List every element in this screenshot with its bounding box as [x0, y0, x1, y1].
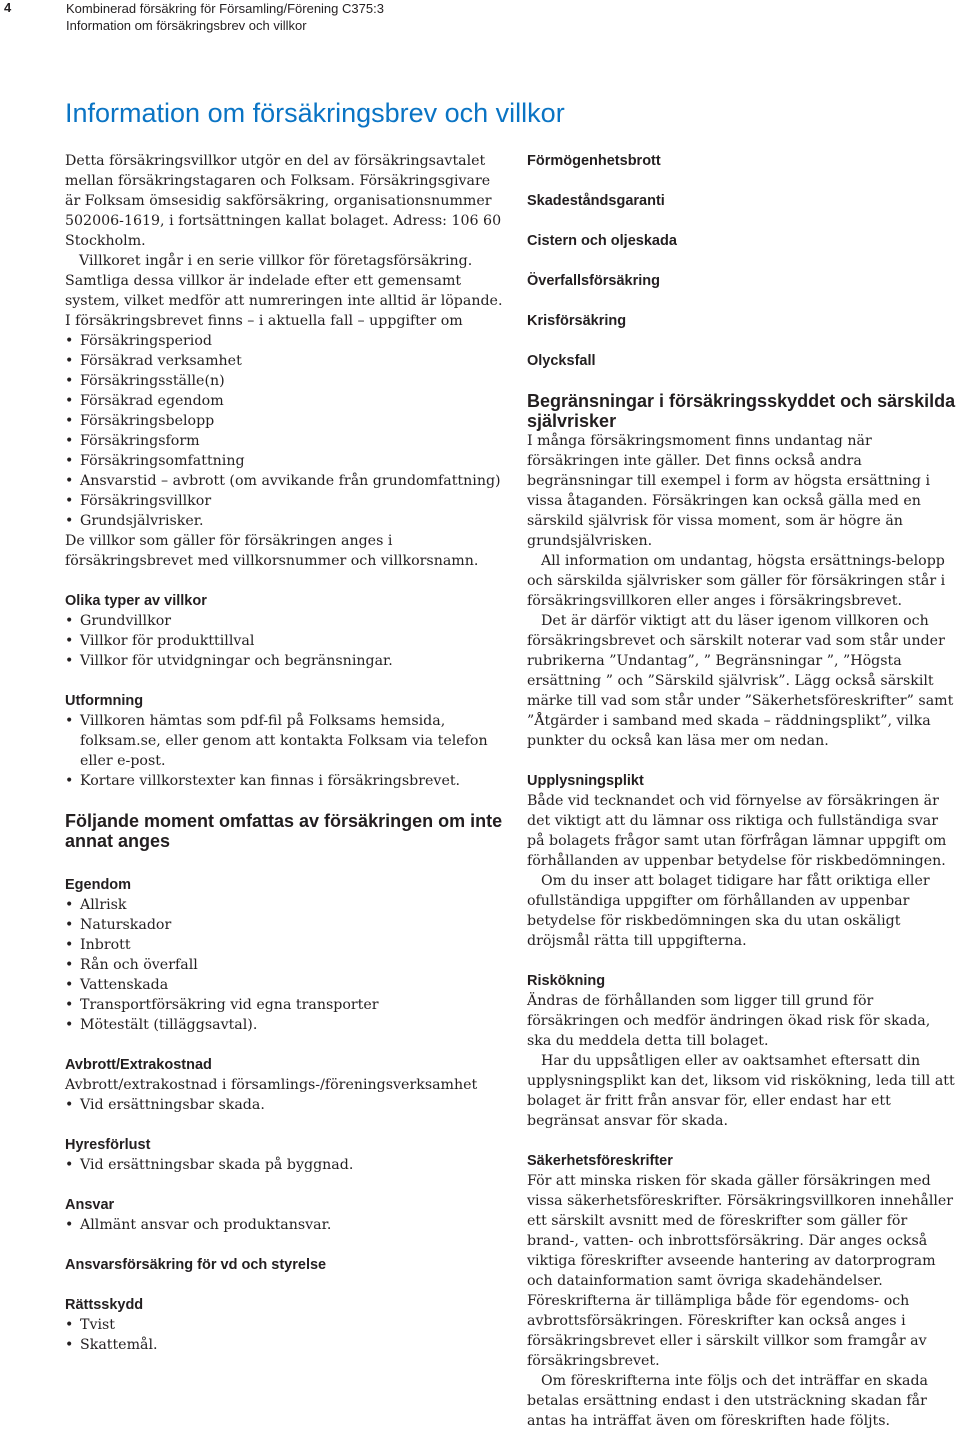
rent-loss-list — [65, 1155, 505, 1175]
safety-paragraph-1: För att minska risken för skada gäller försäkringen med vissa säkerhetsföreskrifter. Försäkringsvillkoren innehåller ett särskilt avsnitt med de föreskrifter som gäller för brand-, vatten- och inbrottsförsäkring. Där anges också viktiga föreskrifter avseende hantering av datorprogram och datainformation samt övriga skadehändelser. Föreskrifterna är tillämpliga både för egendoms- och avbrottsförsäkringen. Föreskrifter kan också anges i försäkringsbrevet eller i särskilt villkor som framgår av försäkringsbrevet. — [527, 1173, 954, 1369]
risk-increase-paragraph-2: Har du uppsåtligen eller av oaktsamhet eftersatt din upplysningsplikt kan det, liksom vid riskökning, leda till att bolaget är fritt från ansvar för, eller endast har ett begränsat ansvar för skada. — [527, 1053, 955, 1129]
list-item: • Grundsjälvrisker. — [65, 511, 505, 531]
disclosure-paragraph-2: Om du inser att bolaget tidigare har fått oriktiga eller ofullständiga uppgifter om förhållanden av uppenbar betydelse för riskbedömningen ska du utan oskäligt dröjsmål rätta till uppgifterna. — [527, 873, 930, 949]
list-item: • Försäkrad verksamhet — [65, 351, 505, 371]
page-number: 4 — [4, 0, 12, 15]
right-column — [527, 151, 959, 1431]
list-item: • Försäkringsställe(n) — [65, 371, 505, 391]
types-heading: Olika typer av villkor — [65, 593, 207, 609]
limits-paragraph-1: I många försäkringsmoment finns undantag när försäkringen inte gäller. Det finns också andra begränsningar till exempel i form av högsta ersättning i vissa åtaganden. Försäkringen kan också gälla med en särskild självrisk för vissa moment, som är högre än grundsjälvrisken. — [527, 433, 930, 549]
list-item: • Allmänt ansvar och produktansvar. — [65, 1215, 505, 1235]
left-column — [65, 151, 505, 1355]
list-item: • Inbrott — [65, 935, 505, 955]
interruption-text: Avbrott/extrakostnad i församlings-/föreningsverksamhet — [65, 1077, 478, 1093]
types-list — [65, 611, 505, 671]
list-item: • Rån och överfall — [65, 955, 505, 975]
safety-heading: Säkerhetsföreskrifter — [527, 1153, 673, 1169]
limits-heading: Begränsningar i försäkringsskyddet och särskilda självrisker — [527, 391, 956, 431]
coverage-term-heading: Krisförsäkring — [527, 313, 627, 329]
design-list — [65, 711, 505, 791]
disclosure-heading: Upplysningsplikt — [527, 773, 644, 789]
list-item: • Naturskador — [65, 915, 505, 935]
list-item: • Villkoren hämtas som pdf-fil på Folksams hemsida, folksam.se, eller genom att kontakta Folksam via telefon eller e-post. — [65, 711, 505, 771]
list-item: • Försäkringsomfattning — [65, 451, 505, 471]
list-item: • Grundvillkor — [65, 611, 505, 631]
list-item: • Försäkrad egendom — [65, 391, 505, 411]
limits-paragraph-2: All information om undantag, högsta ersättnings-belopp och särskilda självrisker som gäller för försäkringen står i försäkringsvillkoren eller anges i försäkringsbrevet. — [527, 553, 946, 609]
list-item: • Transportförsäkring vid egna transporter — [65, 995, 505, 1015]
coverage-term-heading: Förmögenhetsbrott — [527, 153, 661, 169]
list-item: • Ansvarstid – avbrott (om avvikande från grundomfattning) — [65, 471, 505, 491]
list-item: • Skattemål. — [65, 1335, 505, 1355]
coverage-term-heading: Överfallsförsäkring — [527, 273, 660, 289]
policy-details-intro: I försäkringsbrevet finns – i aktuella fall – uppgifter om — [65, 313, 463, 329]
liability-list — [65, 1215, 505, 1235]
legal-protection-list — [65, 1315, 505, 1355]
list-item: • Tvist — [65, 1315, 505, 1335]
list-item: • Mötestält (tilläggsavtal). — [65, 1015, 505, 1035]
property-list — [65, 895, 505, 1035]
risk-increase-paragraph-1: Ändras de förhållanden som ligger till grund för försäkringen och medför ändringen ökad risk för skada, ska du meddela detta till bolaget. — [527, 993, 931, 1049]
coverage-terms — [527, 151, 959, 371]
list-item: • Vid ersättningsbar skada på byggnad. — [65, 1155, 505, 1175]
running-header-section: Information om försäkringsbrev och villkor — [66, 18, 307, 33]
intro-paragraph: Detta försäkringsvillkor utgör en del av försäkringsavtalet mellan försäkringstagaren och Folksam. Försäkringsgivare är Folksam ömsesidig sakförsäkring, organisationsnummer 502006-1619, i fortsättningen kallat bolaget. Adress: 106 60 Stockholm. — [65, 153, 502, 249]
list-item: • Villkor för produkttillval — [65, 631, 505, 651]
interruption-heading: Avbrott/Extrakostnad — [65, 1057, 212, 1073]
running-header-doc-title: Kombinerad försäkring för Församling/Förening C375:3 — [66, 1, 384, 16]
limits-paragraph-3: Det är därför viktigt att du läser igenom villkoren och försäkringsbrevet och särskilt noterar vad som står under rubrikerna ”Undantag”, ” Begränsningar ”, ”Högsta ersättning ” och ”Särskild självrisk”. Lägg också särskilt märke till vad som står under ”Säkerhetsföreskrifter” samt ”Åtgärder i samband med skada – räddningsplikt”, vilka punkter du också kan läsa mer om nedan. — [527, 613, 954, 749]
coverage-term-heading: Olycksfall — [527, 353, 596, 369]
legal-protection-heading: Rättsskydd — [65, 1297, 144, 1313]
risk-increase-heading: Riskökning — [527, 973, 606, 989]
safety-paragraph-2: Om föreskrifterna inte följs och det inträffar en skada betalas ersättning endast i den utsträckning skadan får antas ha inträffat även om föreskriften hade följts. — [527, 1373, 928, 1429]
list-item: • Försäkringsform — [65, 431, 505, 451]
list-item: • Vattenskada — [65, 975, 505, 995]
list-item: • Vid ersättningsbar skada. — [65, 1095, 505, 1115]
liability-heading: Ansvar — [65, 1197, 115, 1213]
list-item: • Försäkringsvillkor — [65, 491, 505, 511]
interruption-list — [65, 1095, 505, 1115]
list-item: • Villkor för utvidgningar och begränsningar. — [65, 651, 505, 671]
running-header — [66, 0, 384, 34]
page-title: Information om försäkringsbrev och villkor — [65, 98, 565, 128]
policy-details-list — [65, 331, 505, 531]
design-heading: Utformning — [65, 693, 144, 709]
list-item: • Försäkringsbelopp — [65, 411, 505, 431]
coverage-term-heading: Skadeståndsgaranti — [527, 193, 665, 209]
rent-loss-heading: Hyresförlust — [65, 1137, 151, 1153]
moments-heading: Följande moment omfattas av försäkringen om inte annat anges — [65, 811, 503, 851]
property-heading: Egendom — [65, 877, 132, 893]
coverage-term-heading: Cistern och oljeskada — [527, 233, 677, 249]
list-item: • Försäkringsperiod — [65, 331, 505, 351]
disclosure-paragraph-1: Både vid tecknandet och vid förnyelse av försäkringen är det viktigt att du lämnar oss riktiga och fullständiga svar på bolagets frågor samt utan förfrågan lämnar uppgift om förhållanden av uppenbar betydelse för riskbedömningen. — [527, 793, 947, 869]
series-paragraph: Villkoret ingår i en serie villkor för företagsförsäkring. Samtliga dessa villkor är indelade efter ett gemensamt system, vilket medför att numreringen inte alltid är löpande. — [65, 253, 503, 309]
board-liability-heading: Ansvarsförsäkring för vd och styrelse — [65, 1257, 327, 1273]
terms-reference-paragraph: De villkor som gäller för försäkringen anges i försäkringsbrevet med villkorsnummer och villkorsnamn. — [65, 533, 479, 569]
list-item: • Allrisk — [65, 895, 505, 915]
list-item: • Kortare villkorstexter kan finnas i försäkringsbrevet. — [65, 771, 505, 791]
